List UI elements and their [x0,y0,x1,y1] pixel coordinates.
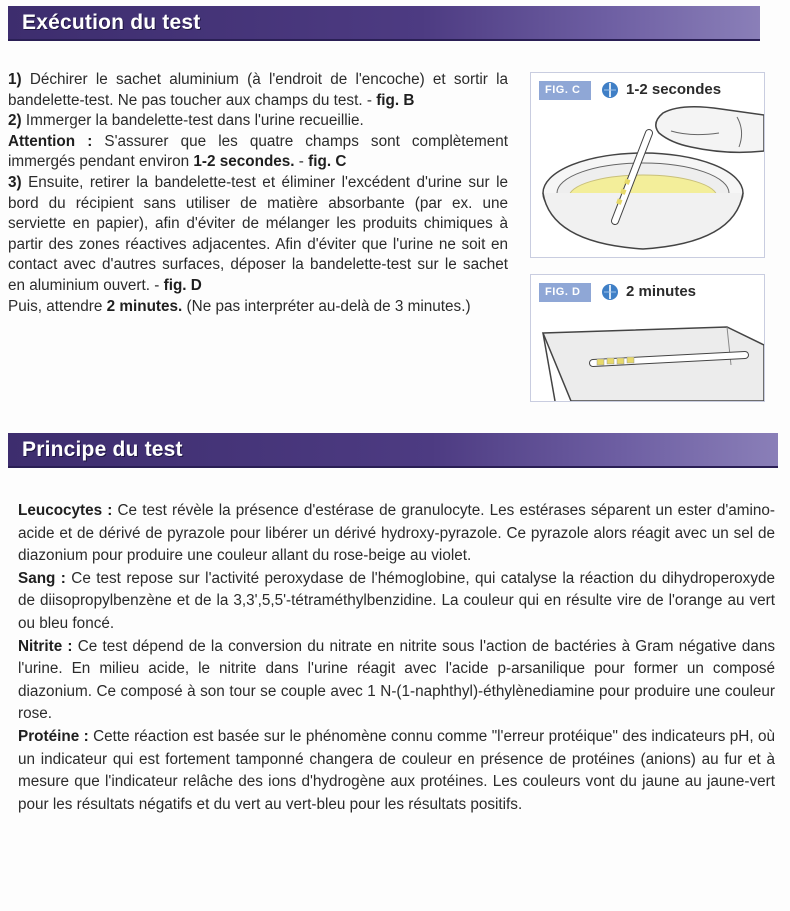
principle-nitrite: Nitrite : Ce test dépend de la conversion du nitrate en nitrite sous l'action de bactéries à Gram négative dans l'urine. En milieu acide, le nitrite dans l'urine réagit avec l'acide p-arsanilique pour former un composé diazonium. Ce composé à son tour se couple avec 1 N-(1-naphthyl)-éthylènediamine pour produire une couleur rose. [18,637,776,723]
step-3: 3) Ensuite, retirer la bandelette-test et éliminer l'excédent d'urine sur le bord du récipient sans utiliser de matière absorbante (par ex. une serviette en papier), afin d'éviter de mélanger les produits chimiques à partir des zones réactives adjacentes. Afin d'éviter que l'urine ne soit en contact avec d'autres surfaces, déposer la bandelette-test sur le sachet en aluminium ouvert. - fig. D Puis, attendre 2 minutes. (Ne pas interpréter au-delà de 3 minutes.) [8,173,508,315]
section-title-execution: Exécution du test [22,11,201,34]
figure-d-time: 2 minutes [626,283,697,300]
figure-c-panel [530,72,765,258]
test-principle-text [18,500,775,816]
attention-note: Attention : S'assurer que les quatre champs sont complètement immergés pendant environ 1-2 secondes. - fig. C [8,132,508,171]
clock-icon [601,283,619,301]
section-title-principe: Principe du test [22,438,183,461]
step-1: 1) Déchirer le sachet aluminium (à l'endroit de l'encoche) et sortir la bandelette-test. Ne pas toucher aux champs du test. - fig. B [8,71,508,109]
principle-sang: Sang : Ce test repose sur l'activité peroxydase de l'hémoglobine, qui catalyse la réaction du dihydroperoxyde de diisopropylbenzène et de la 3,3',5,5'-tétraméthylbenzidine. La couleur qui en résulte vire de l'orange au vert ou bleu foncé. [18,569,775,632]
figure-c-time: 1-2 secondes [626,81,722,98]
section-banner-execution [8,6,760,41]
step-2: 2) Immerger la bandelette-test dans l'urine recueillie. [8,112,364,130]
principle-leucocytes: Leucocytes : Ce test révèle la présence d'estérase de granulocyte. Les estérases séparent un ester d'amino-acide et de dérivé de pyrazole pour libérer un dérivé hydroxy-pyrazole. Ce pyrazole alors réagit avec un sel de diazonium pour produire une couleur allant du rose-beige au violet. [18,502,775,565]
section-banner-principe [8,433,778,468]
principle-proteine: Protéine : Cette réaction est basée sur le phénomène connu comme "l'erreur protéique" des indicateurs pH, où un indicateur qui est fortement tamponné changera de couleur en présence de protéines (anions) au fur et à mesure que l'indicateur relâche des ions d'hydrogène aux protéines. Les couleurs vont du jaune au jaune-vert pour les résultats négatifs et du vert au vert-bleu pour les résultats positifs. [18,727,776,813]
execution-steps [8,70,508,317]
figure-d-tag: FIG. D [539,283,591,302]
figure-c-tag: FIG. C [539,81,591,100]
figure-d-panel [530,274,765,402]
strip-immersion-illustration [531,103,764,257]
strip-on-sachet-illustration [531,305,764,401]
clock-icon [601,81,619,99]
